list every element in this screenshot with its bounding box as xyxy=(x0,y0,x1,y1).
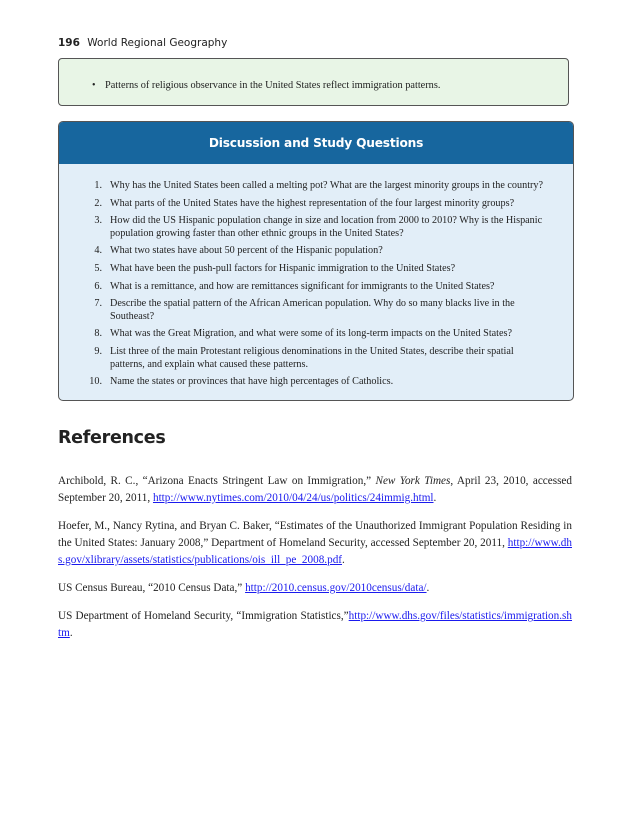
question-item xyxy=(59,346,573,371)
question-number: 5. xyxy=(94,262,102,274)
question-item xyxy=(59,281,573,294)
question-item xyxy=(59,198,573,211)
reference-entry xyxy=(58,580,572,597)
question-number: 7. xyxy=(94,298,102,310)
question-number: 4. xyxy=(94,245,102,257)
reference-punct: . xyxy=(342,553,345,566)
question-number: 10. xyxy=(89,376,102,388)
reference-link[interactable]: http://www.nytimes.com/2010/04/24/us/politics/24immig.html xyxy=(152,491,434,504)
question-text: What two states have about 50 percent of the Hispanic population? xyxy=(110,245,383,257)
question-text: What have been the push-pull factors for Hispanic immigration to the United States? xyxy=(110,262,456,274)
reference-text: , April 23, 2010, accessed September 20, 2011, xyxy=(58,475,572,504)
reference-entry xyxy=(58,518,572,568)
question-item xyxy=(59,245,573,258)
question-item xyxy=(59,215,573,240)
reference-text: Hoefer, M., Nancy Rytina, and Bryan C. Baker, “Estimates of the Unauthorized Immigrant Population Residing in the United States: January 2008,” Department of Homeland Security, accessed September 20, 2011, xyxy=(58,520,572,549)
reference-punct: . xyxy=(433,491,437,504)
key-takeaway-box xyxy=(58,58,569,106)
page-number: 196 xyxy=(58,37,80,49)
reference-link[interactable]: http://www.dhs.gov/xlibrary/assets/statistics/publications/ois_ill_pe_2008.pdf xyxy=(58,536,572,566)
reference-punct: . xyxy=(426,581,430,594)
question-number: 1. xyxy=(94,180,102,191)
reference-text: US Census Bureau, “2010 Census Data,” xyxy=(58,581,246,594)
discussion-questions-box xyxy=(58,121,574,401)
references-list xyxy=(58,473,572,653)
question-text: What was the Great Migration, and what were some of its long-term impacts on the United States? xyxy=(110,328,513,340)
reference-text: Archibold, R. C., “Arizona Enacts Stringent Law on Immigration,” xyxy=(58,475,376,487)
question-text: How did the US Hispanic population change in size and location from 2000 to 2010? Why is the Hispanic population growing faster than other ethnic groups in the United States? xyxy=(110,215,543,239)
reference-text: US Department of Homeland Security, “Immigration Statistics,” xyxy=(58,610,349,623)
reference-entry xyxy=(58,473,572,507)
discussion-title: Discussion and Study Questions xyxy=(208,135,424,150)
question-item xyxy=(59,263,573,276)
book-title: World Regional Geography xyxy=(87,37,228,49)
reference-punct: . xyxy=(69,627,73,640)
question-text: Why has the United States been called a melting pot? What are the largest minority groups in the country? xyxy=(110,180,544,191)
question-text: Name the states or provinces that have high percentages of Catholics. xyxy=(110,376,394,388)
question-number: 8. xyxy=(94,328,102,340)
question-item xyxy=(59,376,573,389)
question-item xyxy=(59,298,573,323)
question-list xyxy=(59,180,573,394)
reference-publication: New York Times xyxy=(375,475,451,487)
question-number: 6. xyxy=(94,280,102,292)
question-text: Describe the spatial pattern of the African American population. Why do so many blacks live in the Southeast? xyxy=(110,298,515,322)
question-number: 2. xyxy=(94,197,102,209)
question-item xyxy=(59,328,573,341)
takeaway-bullet: • Patterns of religious observance in the United States reflect immigration patterns. xyxy=(105,80,440,91)
question-text: What parts of the United States have the highest representation of the four largest minority groups? xyxy=(110,197,515,209)
reference-link[interactable]: http://2010.census.gov/2010census/data/ xyxy=(245,581,427,594)
question-number: 3. xyxy=(94,215,102,227)
reference-link[interactable]: http://www.dhs.gov/files/statistics/immigration.shtm xyxy=(58,610,572,640)
question-number: 9. xyxy=(94,345,102,357)
question-item xyxy=(59,180,573,193)
references-heading: References xyxy=(58,428,166,448)
page-header xyxy=(58,37,227,49)
discussion-header xyxy=(58,121,574,164)
question-text: What is a remittance, and how are remittances significant for immigrants to the United States? xyxy=(110,280,495,292)
question-text: List three of the main Protestant religious denominations in the United States, describe their spatial patterns, and explain what caused these patterns. xyxy=(110,345,514,370)
reference-entry xyxy=(58,608,572,642)
